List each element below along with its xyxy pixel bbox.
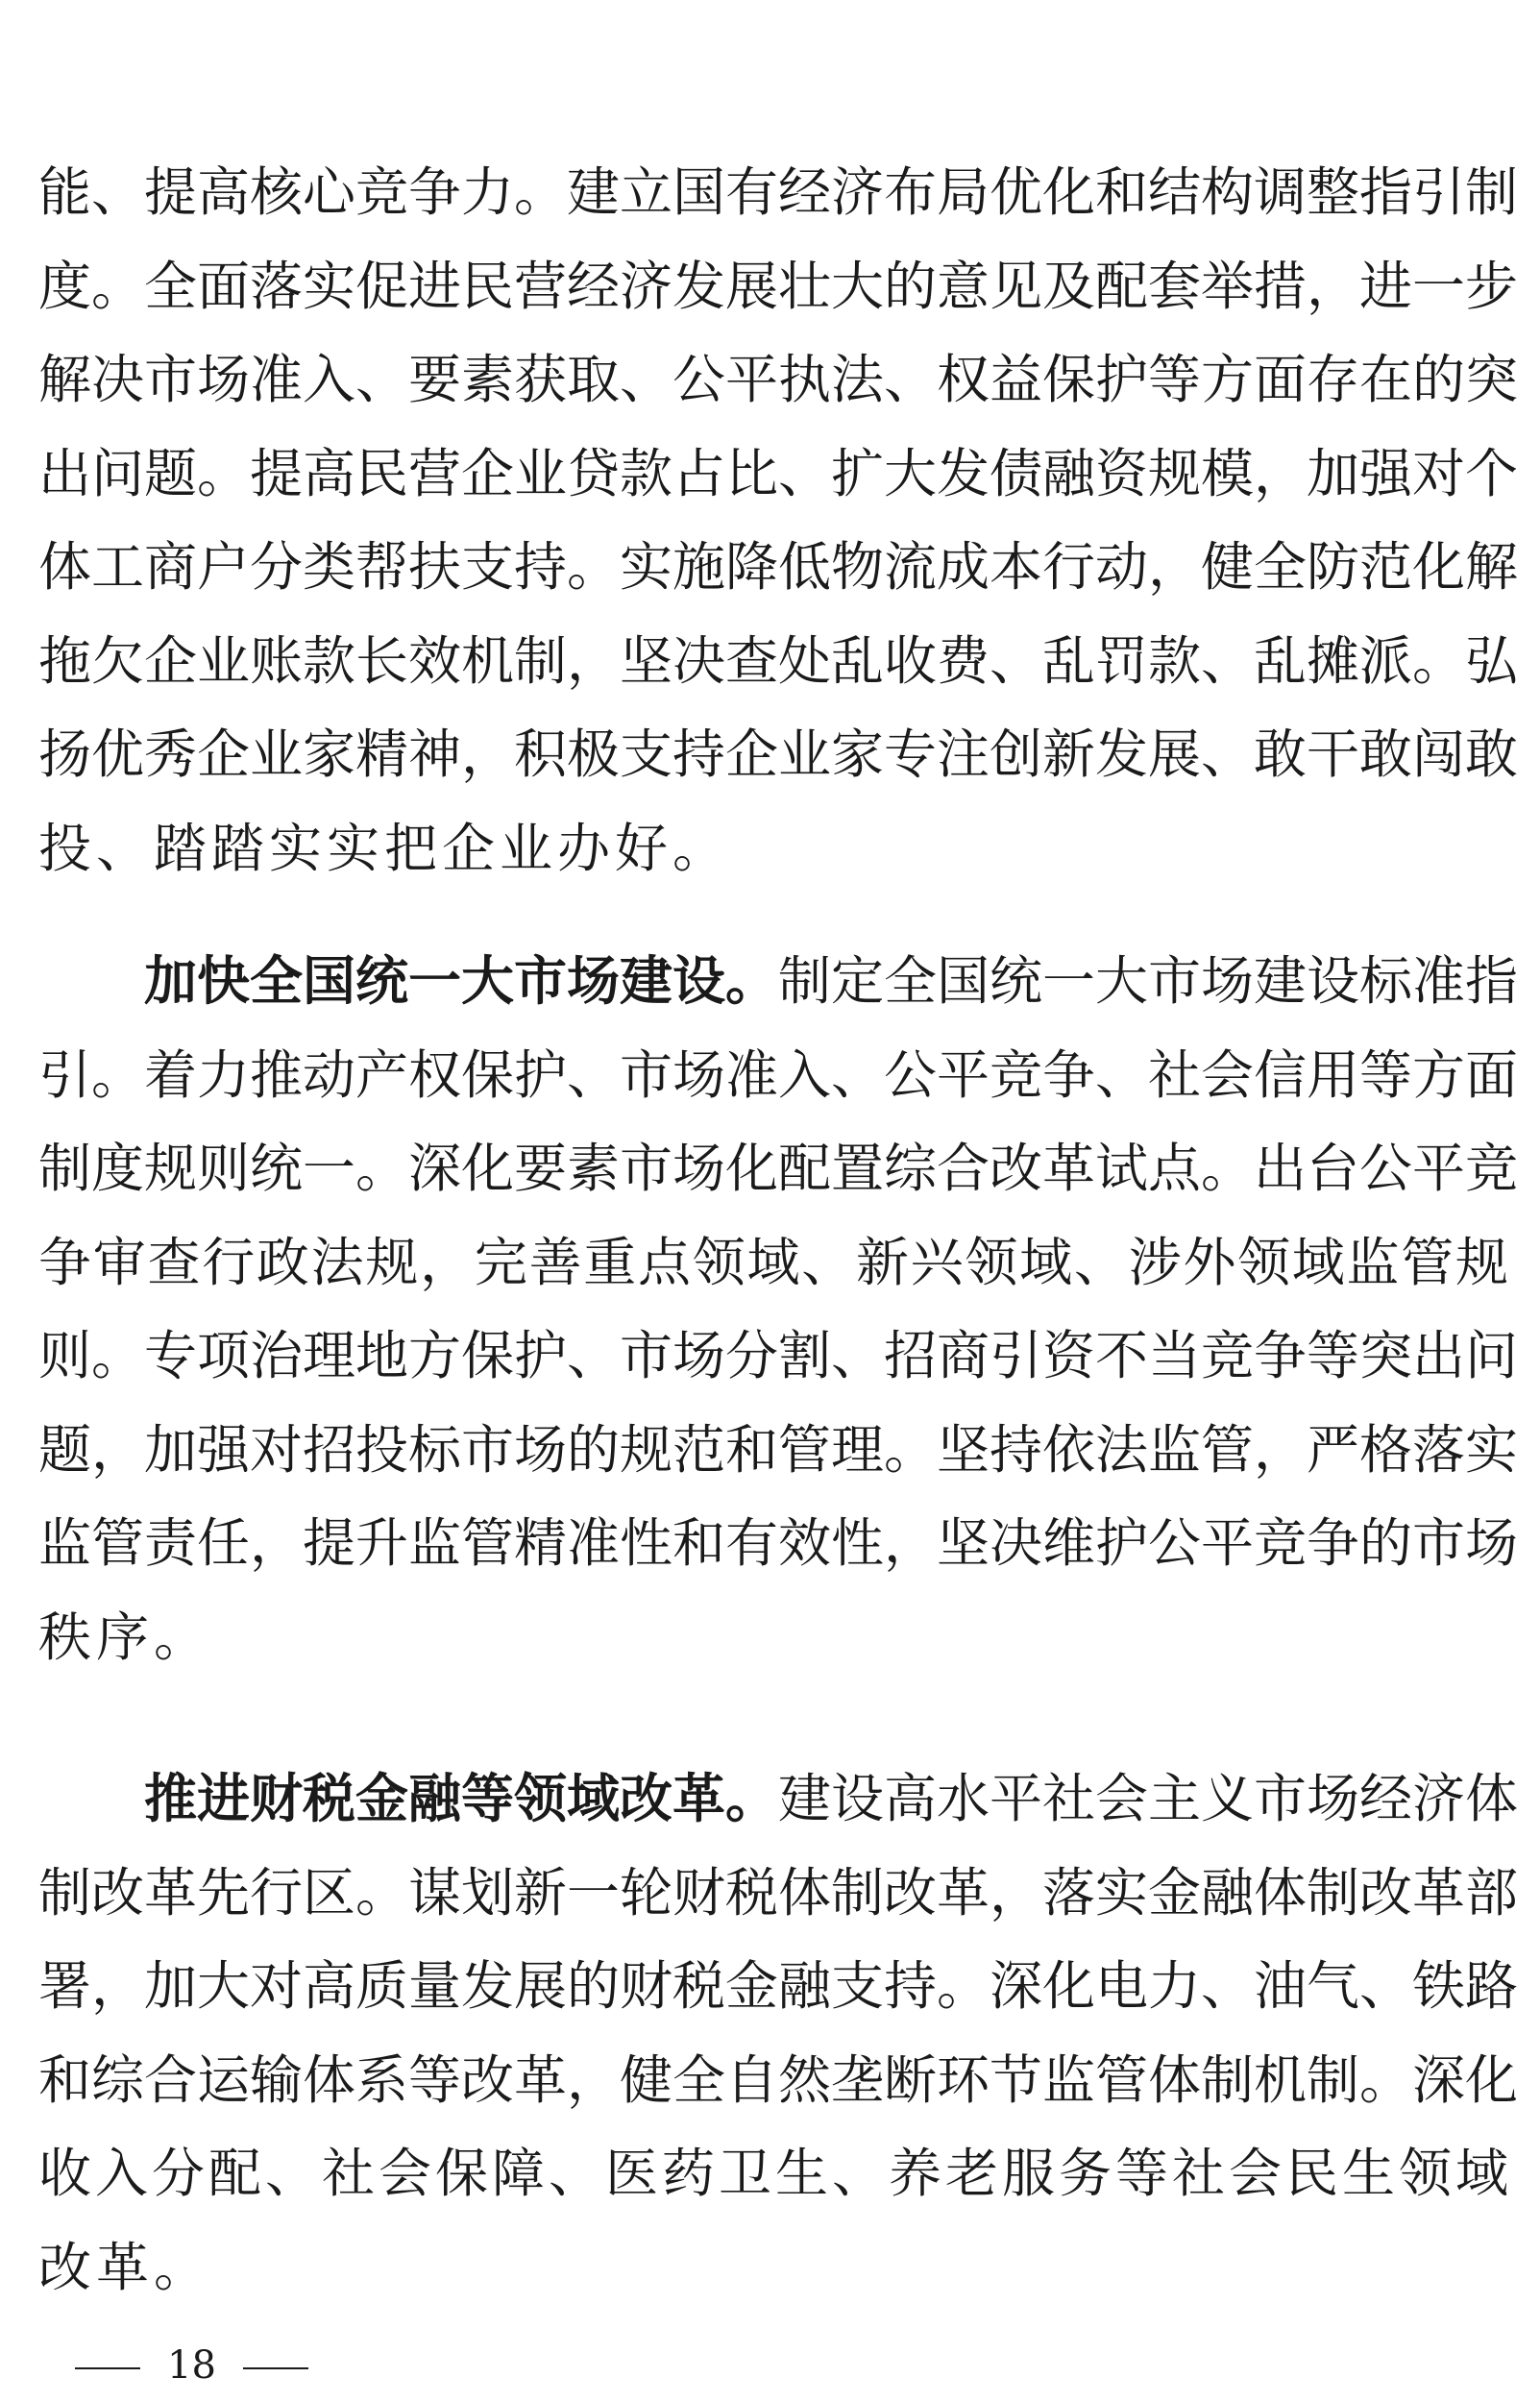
text-line: 则。专项治理地方保护、市场分割、招商引资不当竞争等突出问 bbox=[38, 1325, 1519, 1386]
paragraph-first-line bbox=[38, 935, 1519, 1029]
text-line: 投、踏踏实实把企业办好。 bbox=[38, 817, 731, 879]
text-line: 制度规则统一。深化要素市场化配置综合改革试点。出台公平竞 bbox=[38, 1138, 1519, 1199]
text-line: 解决市场准入、要素获取、公平执法、权益保护等方面存在的突 bbox=[38, 349, 1519, 410]
page-number: 18 bbox=[167, 2343, 216, 2388]
text-line: 扬优秀企业家精神，积极支持企业家专注创新发展、敢干敢闯敢 bbox=[38, 723, 1519, 785]
text-line: 引。着力推动产权保护、市场准入、公平竞争、社会信用等方面 bbox=[38, 1043, 1519, 1106]
body-paragraph-3 bbox=[38, 1752, 1519, 2315]
text-line: 改革。 bbox=[38, 2236, 212, 2298]
section-heading: 加快全国统一大市场建设。 bbox=[144, 950, 779, 1012]
page-footer bbox=[75, 2343, 308, 2388]
text-run: 建设高水平社会主义市场经济体 bbox=[778, 1768, 1519, 1829]
paragraph-first-line bbox=[38, 1752, 1519, 1847]
footer-dash-right bbox=[243, 2367, 308, 2369]
text-line: 收入分配、社会保障、医药卫生、养老服务等社会民生领域 bbox=[38, 2143, 1508, 2204]
text-line: 秩序。 bbox=[38, 1605, 212, 1668]
text-line: 署，加大对高质量发展的财税金融支持。深化电力、油气、铁路 bbox=[38, 1955, 1519, 2017]
text-line: 争审查行政法规，完善重点领域、新兴领域、涉外领域监管规 bbox=[38, 1231, 1508, 1293]
text-line: 和综合运输体系等改革，健全自然垄断环节监管体制机制。深化 bbox=[38, 2048, 1519, 2111]
text-line: 体工商户分类帮扶支持。实施降低物流成本行动，健全防范化解 bbox=[38, 536, 1519, 598]
text-line: 能、提高核心竞争力。建立国有经济布局优化和结构调整指引制 bbox=[38, 161, 1519, 223]
section-heading: 推进财税金融等领域改革。 bbox=[144, 1768, 779, 1829]
text-line: 监管责任，提升监管精准性和有效性，坚决维护公平竞争的市场 bbox=[38, 1512, 1519, 1574]
text-line: 度。全面落实促进民营经济发展壮大的意见及配套举措，进一步 bbox=[38, 255, 1519, 317]
footer-dash-left bbox=[75, 2367, 140, 2369]
body-paragraph-2 bbox=[38, 935, 1519, 1684]
text-run: 制定全国统一大市场建设标准指 bbox=[778, 950, 1519, 1012]
text-line: 制改革先行区。谋划新一轮财税体制改革，落实金融体制改革部 bbox=[38, 1861, 1519, 1924]
text-line: 出问题。提高民营企业贷款占比、扩大发债融资规模，加强对个 bbox=[38, 442, 1519, 504]
text-line: 拖欠企业账款长效机制，坚决查处乱收费、乱罚款、乱摊派。弘 bbox=[38, 629, 1519, 692]
text-line: 题，加强对招投标市场的规范和管理。坚持依法监管，严格落实 bbox=[38, 1418, 1519, 1481]
body-paragraph-1 bbox=[38, 146, 1519, 895]
